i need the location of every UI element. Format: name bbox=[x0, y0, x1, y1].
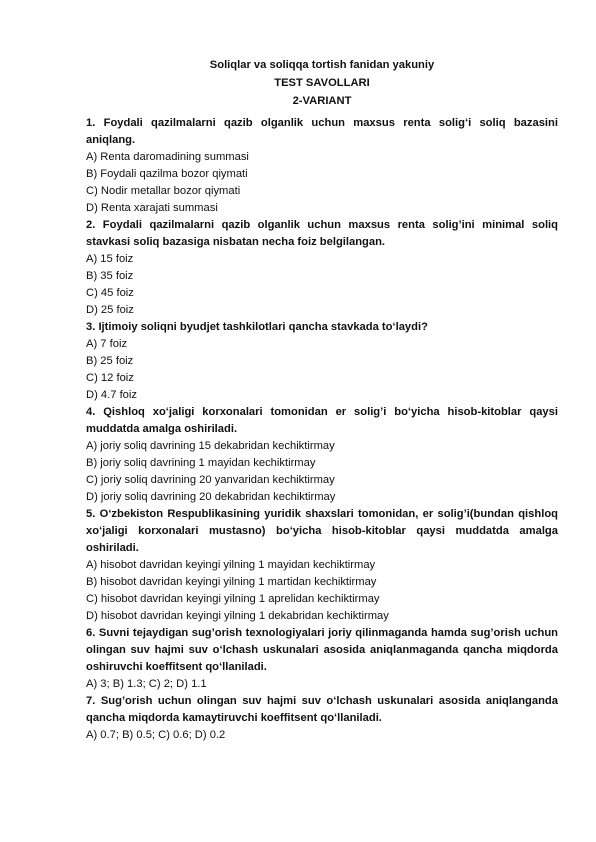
variant-label: 2-VARIANT bbox=[292, 95, 352, 107]
question-block bbox=[86, 217, 558, 319]
question-text: 5. O‘zbekiston Respublikasining yuridik shaxslari tomonidan, er solig’i(bundan qishloq xo‘jaligi korxonalari mustasno) bo‘yicha hisob-kitoblar qaysi muddatda amalga oshiriladi. bbox=[86, 508, 558, 554]
answer-option: B) 35 foiz bbox=[86, 270, 134, 282]
question-text: 3. Ijtimoiy soliqni byudjet tashkilotlari qancha stavkada to‘laydi? bbox=[86, 321, 428, 333]
answer-option: B) Foydali qazilma bozor qiymati bbox=[86, 168, 248, 180]
answer-option: A) joriy soliq davrining 15 dekabridan kechiktirmay bbox=[86, 440, 335, 452]
document-subtitle: TEST SAVOLLARI bbox=[274, 77, 370, 89]
answer-option: A) hisobot davridan keyingi yilning 1 mayidan kechiktirmay bbox=[86, 559, 376, 571]
answer-option: D) 4.7 foiz bbox=[86, 389, 137, 401]
answer-option: C) 45 foiz bbox=[86, 287, 134, 299]
question-block bbox=[86, 115, 558, 217]
answer-option: B) hisobot davridan keyingi yilning 1 martidan kechiktirmay bbox=[86, 576, 377, 588]
question-text: 1. Foydali qazilmalarni qazib olganlik uchun maxsus renta solig‘i soliq bazasini aniqlang. bbox=[86, 117, 558, 146]
question-block bbox=[86, 625, 558, 693]
question-block bbox=[86, 319, 558, 404]
answer-option: B) 25 foiz bbox=[86, 355, 134, 367]
question-text: 7. Sug’orish uchun olingan suv hajmi suv o‘lchash uskunalari asosida aniqlanganda qancha miqdorda kamaytiruvchi koeffitsent qo‘llaniladi. bbox=[86, 695, 558, 724]
answer-option: A) 3; B) 1.3; C) 2; D) 1.1 bbox=[86, 678, 207, 690]
answer-option: C) 12 foiz bbox=[86, 372, 134, 384]
answer-option: D) hisobot davridan keyingi yilning 1 dekabridan kechiktirmay bbox=[86, 610, 389, 622]
document-page bbox=[86, 57, 558, 744]
answer-option: B) joriy soliq davrining 1 mayidan kechiktirmay bbox=[86, 457, 316, 469]
answer-option: C) Nodir metallar bozor qiymati bbox=[86, 185, 241, 197]
answer-option: D) Renta xarajati summasi bbox=[86, 202, 218, 214]
answer-option: D) 25 foiz bbox=[86, 304, 134, 316]
question-block bbox=[86, 506, 558, 625]
document-title: Soliqlar va soliqqa tortish fanidan yakuniy bbox=[209, 59, 435, 71]
question-block bbox=[86, 693, 558, 744]
answer-option: A) 0.7; B) 0.5; C) 0.6; D) 0.2 bbox=[86, 729, 226, 741]
answer-option: A) 7 foiz bbox=[86, 338, 128, 350]
question-text: 6. Suvni tejaydigan sug’orish texnologiyalari joriy qilinmaganda hamda sug’orish uchun olingan suv hajmi suv o‘lchash uskunalari asosida aniqlanmaganda qancha miqdorda oshiruvchi koeffitsent qo‘llaniladi. bbox=[86, 627, 558, 673]
answer-option: A) Renta daromadining summasi bbox=[86, 151, 249, 163]
question-block bbox=[86, 404, 558, 506]
answer-option: C) hisobot davridan keyingi yilning 1 aprelidan kechiktirmay bbox=[86, 593, 380, 605]
answer-option: A) 15 foiz bbox=[86, 253, 134, 265]
answer-option: C) joriy soliq davrining 20 yanvaridan kechiktirmay bbox=[86, 474, 335, 486]
question-text: 2. Foydali qazilmalarni qazib olganlik uchun maxsus renta solig’ini minimal soliq stavkasi soliq bazasiga nisbatan necha foiz belgilangan. bbox=[86, 219, 558, 248]
question-text: 4. Qishloq xo‘jaligi korxonalari tomonidan er solig’i bo‘yicha hisob-kitoblar qaysi muddatda amalga oshiriladi. bbox=[86, 406, 558, 435]
answer-option: D) joriy soliq davrining 20 dekabridan kechiktirmay bbox=[86, 491, 336, 503]
